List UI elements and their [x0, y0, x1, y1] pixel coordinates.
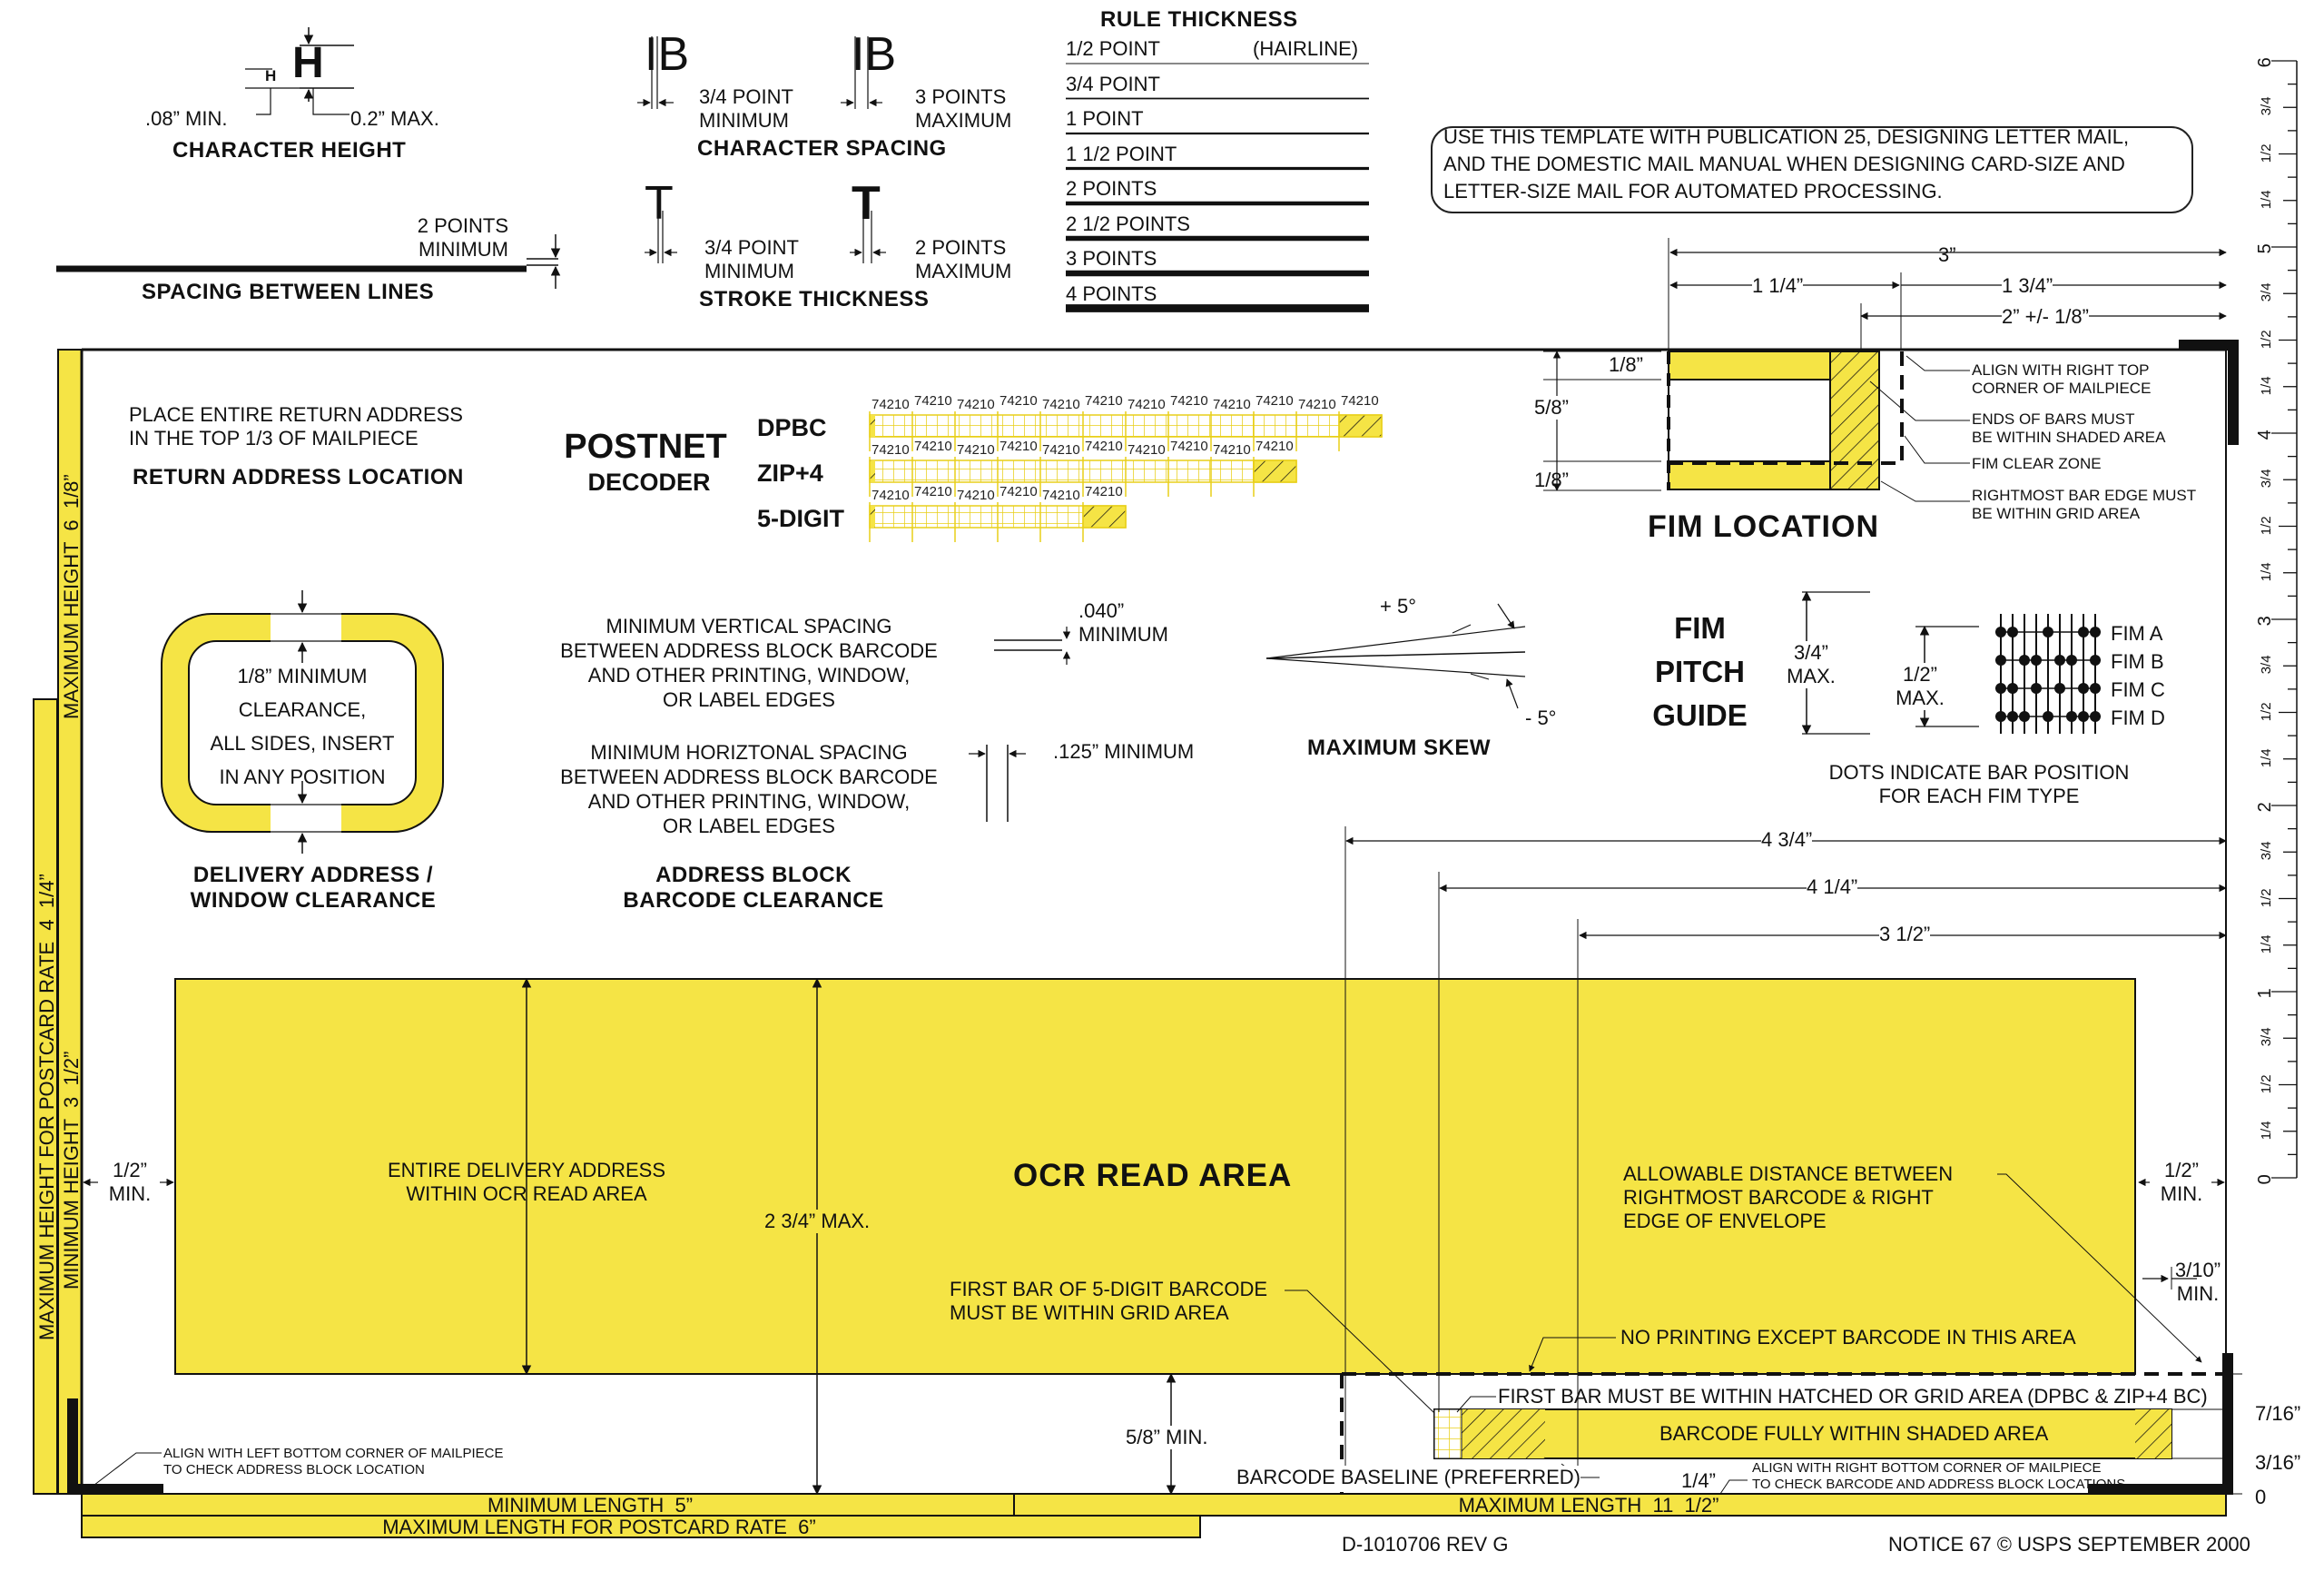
ruler-minor-label: 1/2: [2259, 887, 2275, 907]
ruler-minor-label: 1/4: [2259, 934, 2275, 954]
postnet-digits: 74210: [1170, 393, 1208, 409]
stroke-min: 3/4 POINT MINIMUM: [704, 236, 799, 282]
rule-label: 3 POINTS: [1066, 247, 1157, 270]
postnet-row-5digit: 5-DIGIT: [757, 505, 845, 532]
ruler-minor-label: 1/4: [2259, 190, 2275, 210]
postnet-digits: 74210: [872, 488, 910, 503]
fim-dot: [2090, 655, 2101, 666]
fim-pitch-1-2: 1/2” MAX.: [1888, 663, 1952, 710]
ruler-minor-label: 1/4: [2259, 562, 2275, 582]
fim-dot: [2054, 683, 2065, 694]
ruler-minor-label: 1/2: [2259, 1073, 2275, 1093]
return-address-title: RETURN ADDRESS LOCATION: [133, 465, 464, 489]
ruler-minor-label: 3/4: [2259, 282, 2275, 302]
ruler-label: 5: [2255, 243, 2276, 254]
fim-dot: [2054, 655, 2065, 666]
fim-dim-5-8: 5/8”: [1534, 396, 1569, 419]
rule-thickness-title: RULE THICKNESS: [1100, 7, 1298, 32]
fim-type-d: FIM D: [2111, 707, 2165, 729]
dim-three-tenths: 3/10” MIN.: [2174, 1259, 2221, 1305]
rule-extra: (HAIRLINE): [1253, 37, 1359, 60]
ruler-minor-label: 3/4: [2259, 96, 2275, 116]
postnet-digits: 74210: [1170, 439, 1208, 454]
fim-location-title: FIM LOCATION: [1648, 509, 1879, 544]
postnet-digits: 74210: [914, 393, 952, 409]
rule-label: 1 POINT: [1066, 107, 1144, 130]
postnet-digits: 74210: [1000, 439, 1038, 454]
fim-type-c: FIM C: [2111, 678, 2165, 701]
postnet-digits: 74210: [1341, 393, 1379, 409]
max-height-label: MAXIMUM HEIGHT 6 1/8”: [60, 474, 83, 719]
ruler-minor-label: 3/4: [2259, 469, 2275, 489]
dim-zero: 0: [2255, 1486, 2267, 1508]
postnet-digits: 74210: [1256, 439, 1294, 454]
line-spacing-label: 2 POINTS MINIMUM: [417, 214, 508, 261]
fim-note-clear-zone: FIM CLEAR ZONE: [1972, 455, 2102, 472]
char-spacing-max: 3 POINTS MAXIMUM: [915, 85, 1012, 132]
ruler-minor-label: 1/2: [2259, 143, 2275, 163]
postnet-digits: 74210: [1085, 439, 1123, 454]
fim-dim-3: 3”: [1938, 243, 1956, 266]
rule-label: 1/2 POINT: [1066, 37, 1160, 60]
dim-5-8-min: 5/8” MIN.: [1126, 1426, 1208, 1448]
dim-4-3-4: 4 3/4”: [1761, 828, 1813, 851]
ruler-minor-label: 1/4: [2259, 1121, 2275, 1141]
fim-dot: [1995, 711, 2006, 722]
char-spacing-glyph-2: IB: [852, 28, 897, 81]
postnet-digits: 74210: [1298, 397, 1336, 412]
clearance-inner-text: 1/8” MINIMUM CLEARANCE, ALL SIDES, INSERT IN ANY POSITION: [210, 665, 395, 788]
stroke-max: 2 POINTS MAXIMUM: [915, 236, 1012, 282]
fim-dot: [2090, 683, 2101, 694]
fim-dot: [2007, 627, 2018, 637]
postnet-hatch: [1083, 506, 1126, 528]
fim-dot: [2066, 711, 2077, 722]
ruler-minor-label: 3/4: [2259, 655, 2275, 675]
ruler-minor-label: 3/4: [2259, 1027, 2275, 1047]
fim-dot: [2031, 683, 2042, 694]
rule-label: 2 POINTS: [1066, 177, 1157, 200]
no-printing-text: NO PRINTING EXCEPT BARCODE IN THIS AREA: [1620, 1326, 2076, 1349]
fim-dot: [2019, 711, 2030, 722]
fim-dot: [2066, 655, 2077, 666]
stroke-title: STROKE THICKNESS: [699, 287, 930, 311]
char-spacing-glyph-1: IB: [645, 28, 690, 81]
fim-dot: [2031, 655, 2042, 666]
postnet-hatch: [1254, 460, 1296, 482]
fim-pitch-bars: [1995, 614, 2101, 734]
ruler-minor-label: 1/2: [2259, 329, 2275, 349]
first-bar-5digit-text: FIRST BAR OF 5-DIGIT BARCODE MUST BE WITHIN GRID AREA: [950, 1278, 1268, 1324]
skew-plus: + 5°: [1380, 595, 1416, 618]
ruler-minor-label: 1/4: [2259, 376, 2275, 396]
fim-dot: [2078, 711, 2089, 722]
ruler-label: 3: [2255, 616, 2276, 627]
fim-note-rightmost: RIGHTMOST BAR EDGE MUST BE WITHIN GRID AREA: [1972, 487, 2197, 523]
ruler-minor-label: 1/2: [2259, 701, 2275, 721]
fim-dot: [2043, 711, 2053, 722]
fim-note-ends: ENDS OF BARS MUST BE WITHIN SHADED AREA: [1972, 410, 2166, 447]
postnet-grids: [870, 411, 1382, 542]
fim-dot: [2043, 627, 2053, 637]
fim-note-align: ALIGN WITH RIGHT TOP CORNER OF MAILPIECE: [1972, 361, 2152, 398]
postnet-digits: 74210: [1085, 484, 1123, 499]
fim-pitch-title: FIM PITCH GUIDE: [1652, 611, 1748, 732]
ruler-minor-label: 1/2: [2259, 515, 2275, 535]
ruler-label: 4: [2255, 430, 2276, 440]
dim-4-1-4: 4 1/4”: [1807, 875, 1858, 898]
postnet-digits: 74210: [1000, 484, 1038, 499]
vertical-spacing-text: MINIMUM VERTICAL SPACING BETWEEN ADDRESS BLOCK BARCODE AND OTHER PRINTING, WINDOW, OR LABEL EDGES: [560, 615, 938, 711]
dim-2-3-4-max: 2 3/4” MAX.: [764, 1210, 871, 1232]
dim-half-min-right: 1/2” MIN.: [2160, 1159, 2203, 1205]
postnet-digits: 74210: [957, 442, 995, 458]
fim-dot: [1995, 655, 2006, 666]
barcode-grid-area: [1434, 1409, 1462, 1458]
postnet-digits: 74210: [872, 397, 910, 412]
skew-title: MAXIMUM SKEW: [1307, 736, 1491, 760]
delivery-address-text: ENTIRE DELIVERY ADDRESS WITHIN OCR READ AREA: [387, 1159, 666, 1205]
fim-dot: [2019, 655, 2030, 666]
postnet-digits: 74210: [1042, 442, 1080, 458]
clearance-title: DELIVERY ADDRESS / WINDOW CLEARANCE: [190, 863, 437, 913]
rule-label: 4 POINTS: [1066, 282, 1157, 305]
min-height-label: MINIMUM HEIGHT 3 1/2”: [60, 1051, 83, 1290]
fim-dim-1-8-top: 1/8”: [1609, 353, 1643, 376]
horizontal-spacing-value: .125” MINIMUM: [1053, 740, 1195, 763]
dim-7-16: 7/16”: [2255, 1402, 2301, 1425]
postnet-digits: 74210: [1213, 397, 1251, 412]
fim-dot: [2090, 711, 2101, 722]
align-right-text: ALIGN WITH RIGHT BOTTOM CORNER OF MAILPIECE TO CHECK BARCODE AND ADDRESS BLOCK LOCATIONS: [1752, 1460, 2126, 1492]
barcode-clearance-title: ADDRESS BLOCK BARCODE CLEARANCE: [623, 863, 884, 913]
line-spacing-title: SPACING BETWEEN LINES: [142, 280, 435, 304]
postnet-digits: 74210: [914, 484, 952, 499]
ruler-minor-label: 1/4: [2259, 748, 2275, 768]
ruler-label: 6: [2255, 57, 2276, 68]
postnet-start: [870, 460, 875, 482]
char-spacing-min: 3/4 POINT MINIMUM: [699, 85, 793, 132]
postnet-digits: 74210: [914, 439, 952, 454]
align-left-text: ALIGN WITH LEFT BOTTOM CORNER OF MAILPIECE TO CHECK ADDRESS BLOCK LOCATION: [163, 1446, 504, 1477]
postnet-digits: 74210: [872, 442, 910, 458]
char-height-max: 0.2” MAX.: [350, 107, 439, 130]
rule-label: 3/4 POINT: [1066, 72, 1160, 95]
stroke-glyph-2: T: [852, 177, 881, 230]
postnet-start: [870, 506, 875, 528]
postnet-start: [870, 415, 875, 437]
barcode-hatched-area: [1462, 1409, 1545, 1458]
fim-dim-1-1-4: 1 1/4”: [1752, 274, 1804, 297]
fim-dim-1-3-4: 1 3/4”: [2002, 274, 2053, 297]
postnet-title: POSTNET: [564, 428, 727, 466]
notice-text: USE THIS TEMPLATE WITH PUBLICATION 25, DESIGNING LETTER MAIL, AND THE DOMESTIC MAIL MANUAL WHEN DESIGNING CARD-SIZE AND LETTER-SIZE MAIL FOR AUTOMATED PROCESSING.: [1443, 125, 2130, 203]
ruler-label: 2: [2255, 802, 2276, 813]
stroke-glyph-1: T: [645, 177, 674, 230]
postcard-length-label: MAXIMUM LENGTH FOR POSTCARD RATE 6”: [382, 1516, 816, 1538]
postnet-digits: 74210: [1042, 488, 1080, 503]
postnet-digits: 74210: [1256, 393, 1294, 409]
postnet-digits: 74210: [1042, 397, 1080, 412]
barcode-baseline-text: BARCODE BASELINE (PREFERRED): [1236, 1466, 1581, 1488]
notice-footer: NOTICE 67 © USPS SEPTEMBER 2000: [1888, 1533, 2250, 1556]
ocr-title: OCR READ AREA: [1013, 1158, 1293, 1193]
fim-dot: [2007, 711, 2018, 722]
char-height-small-h: H: [265, 67, 277, 84]
fim-dot: [2078, 683, 2089, 694]
vertical-spacing-value: .040” MINIMUM: [1078, 599, 1168, 646]
postcard-height-label: MAXIMUM HEIGHT FOR POSTCARD RATE 4 1/4”: [35, 874, 58, 1340]
postnet-hatch: [1339, 415, 1382, 437]
fim-dot: [2090, 627, 2101, 637]
fim-pitch-3-4: 3/4” MAX.: [1779, 641, 1843, 688]
fim-dot: [1995, 627, 2006, 637]
ruler-label: 0: [2255, 1174, 2276, 1185]
doc-id: D-1010706 REV G: [1342, 1533, 1509, 1556]
fim-dim-1-8-bottom: 1/8”: [1534, 469, 1569, 491]
postnet-digits: 74210: [957, 488, 995, 503]
min-length-label: MINIMUM LENGTH 5”: [487, 1494, 694, 1517]
rule-label: 2 1/2 POINTS: [1066, 212, 1190, 235]
postnet-digits: 74210: [957, 397, 995, 412]
max-length-label: MAXIMUM LENGTH 11 1/2”: [1458, 1494, 1719, 1517]
postnet-digits: 74210: [1128, 442, 1166, 458]
char-height-big-h: H: [292, 39, 324, 87]
postnet-digits: 74210: [1128, 397, 1166, 412]
fim-type-a: FIM A: [2111, 622, 2163, 645]
dim-quarter: 1/4”: [1681, 1469, 1716, 1492]
ruler-minor-label: 3/4: [2259, 841, 2275, 861]
ruler-label: 1: [2255, 988, 2276, 999]
postnet-row-dpbc: DPBC: [757, 414, 827, 441]
char-spacing-title: CHARACTER SPACING: [697, 136, 947, 161]
dim-3-1-2: 3 1/2”: [1879, 923, 1931, 945]
char-height-title: CHARACTER HEIGHT: [172, 138, 407, 163]
fim-type-b: FIM B: [2111, 650, 2164, 673]
skew-minus: - 5°: [1525, 707, 1557, 729]
postnet-digits: 74210: [1000, 393, 1038, 409]
dim-half-min-left: 1/2” MIN.: [108, 1159, 152, 1205]
postnet-digits: 74210: [1213, 442, 1251, 458]
postnet-digits: 74210: [1085, 393, 1123, 409]
fim-dim-2-1-8: 2” +/- 1/8”: [2002, 305, 2089, 328]
first-bar-hatched-text: FIRST BAR MUST BE WITHIN HATCHED OR GRID AREA (DPBC & ZIP+4 BC): [1498, 1385, 2208, 1408]
char-height-min: .08” MIN.: [145, 107, 228, 130]
allowable-distance-text: ALLOWABLE DISTANCE BETWEEN RIGHTMOST BARCODE & RIGHT EDGE OF ENVELOPE: [1623, 1162, 1954, 1232]
postnet-row-zip4: ZIP+4: [757, 459, 823, 487]
rule-label: 1 1/2 POINT: [1066, 142, 1177, 165]
horizontal-spacing-text: MINIMUM HORIZTONAL SPACING BETWEEN ADDRESS BLOCK BARCODE AND OTHER PRINTING, WINDOW, OR LABEL EDGES: [560, 741, 938, 837]
dim-3-16: 3/16”: [2255, 1451, 2301, 1474]
fim-dot: [1995, 683, 2006, 694]
barcode-shaded-text: BARCODE FULLY WITHIN SHADED AREA: [1659, 1422, 2049, 1445]
fim-dot: [2078, 627, 2089, 637]
fim-pitch-note: DOTS INDICATE BAR POSITION FOR EACH FIM TYPE: [1828, 761, 2130, 807]
fim-dot: [2007, 683, 2018, 694]
return-address-text: PLACE ENTIRE RETURN ADDRESS IN THE TOP 1/3 OF MAILPIECE: [129, 403, 463, 450]
postnet-subtitle: DECODER: [587, 469, 711, 496]
